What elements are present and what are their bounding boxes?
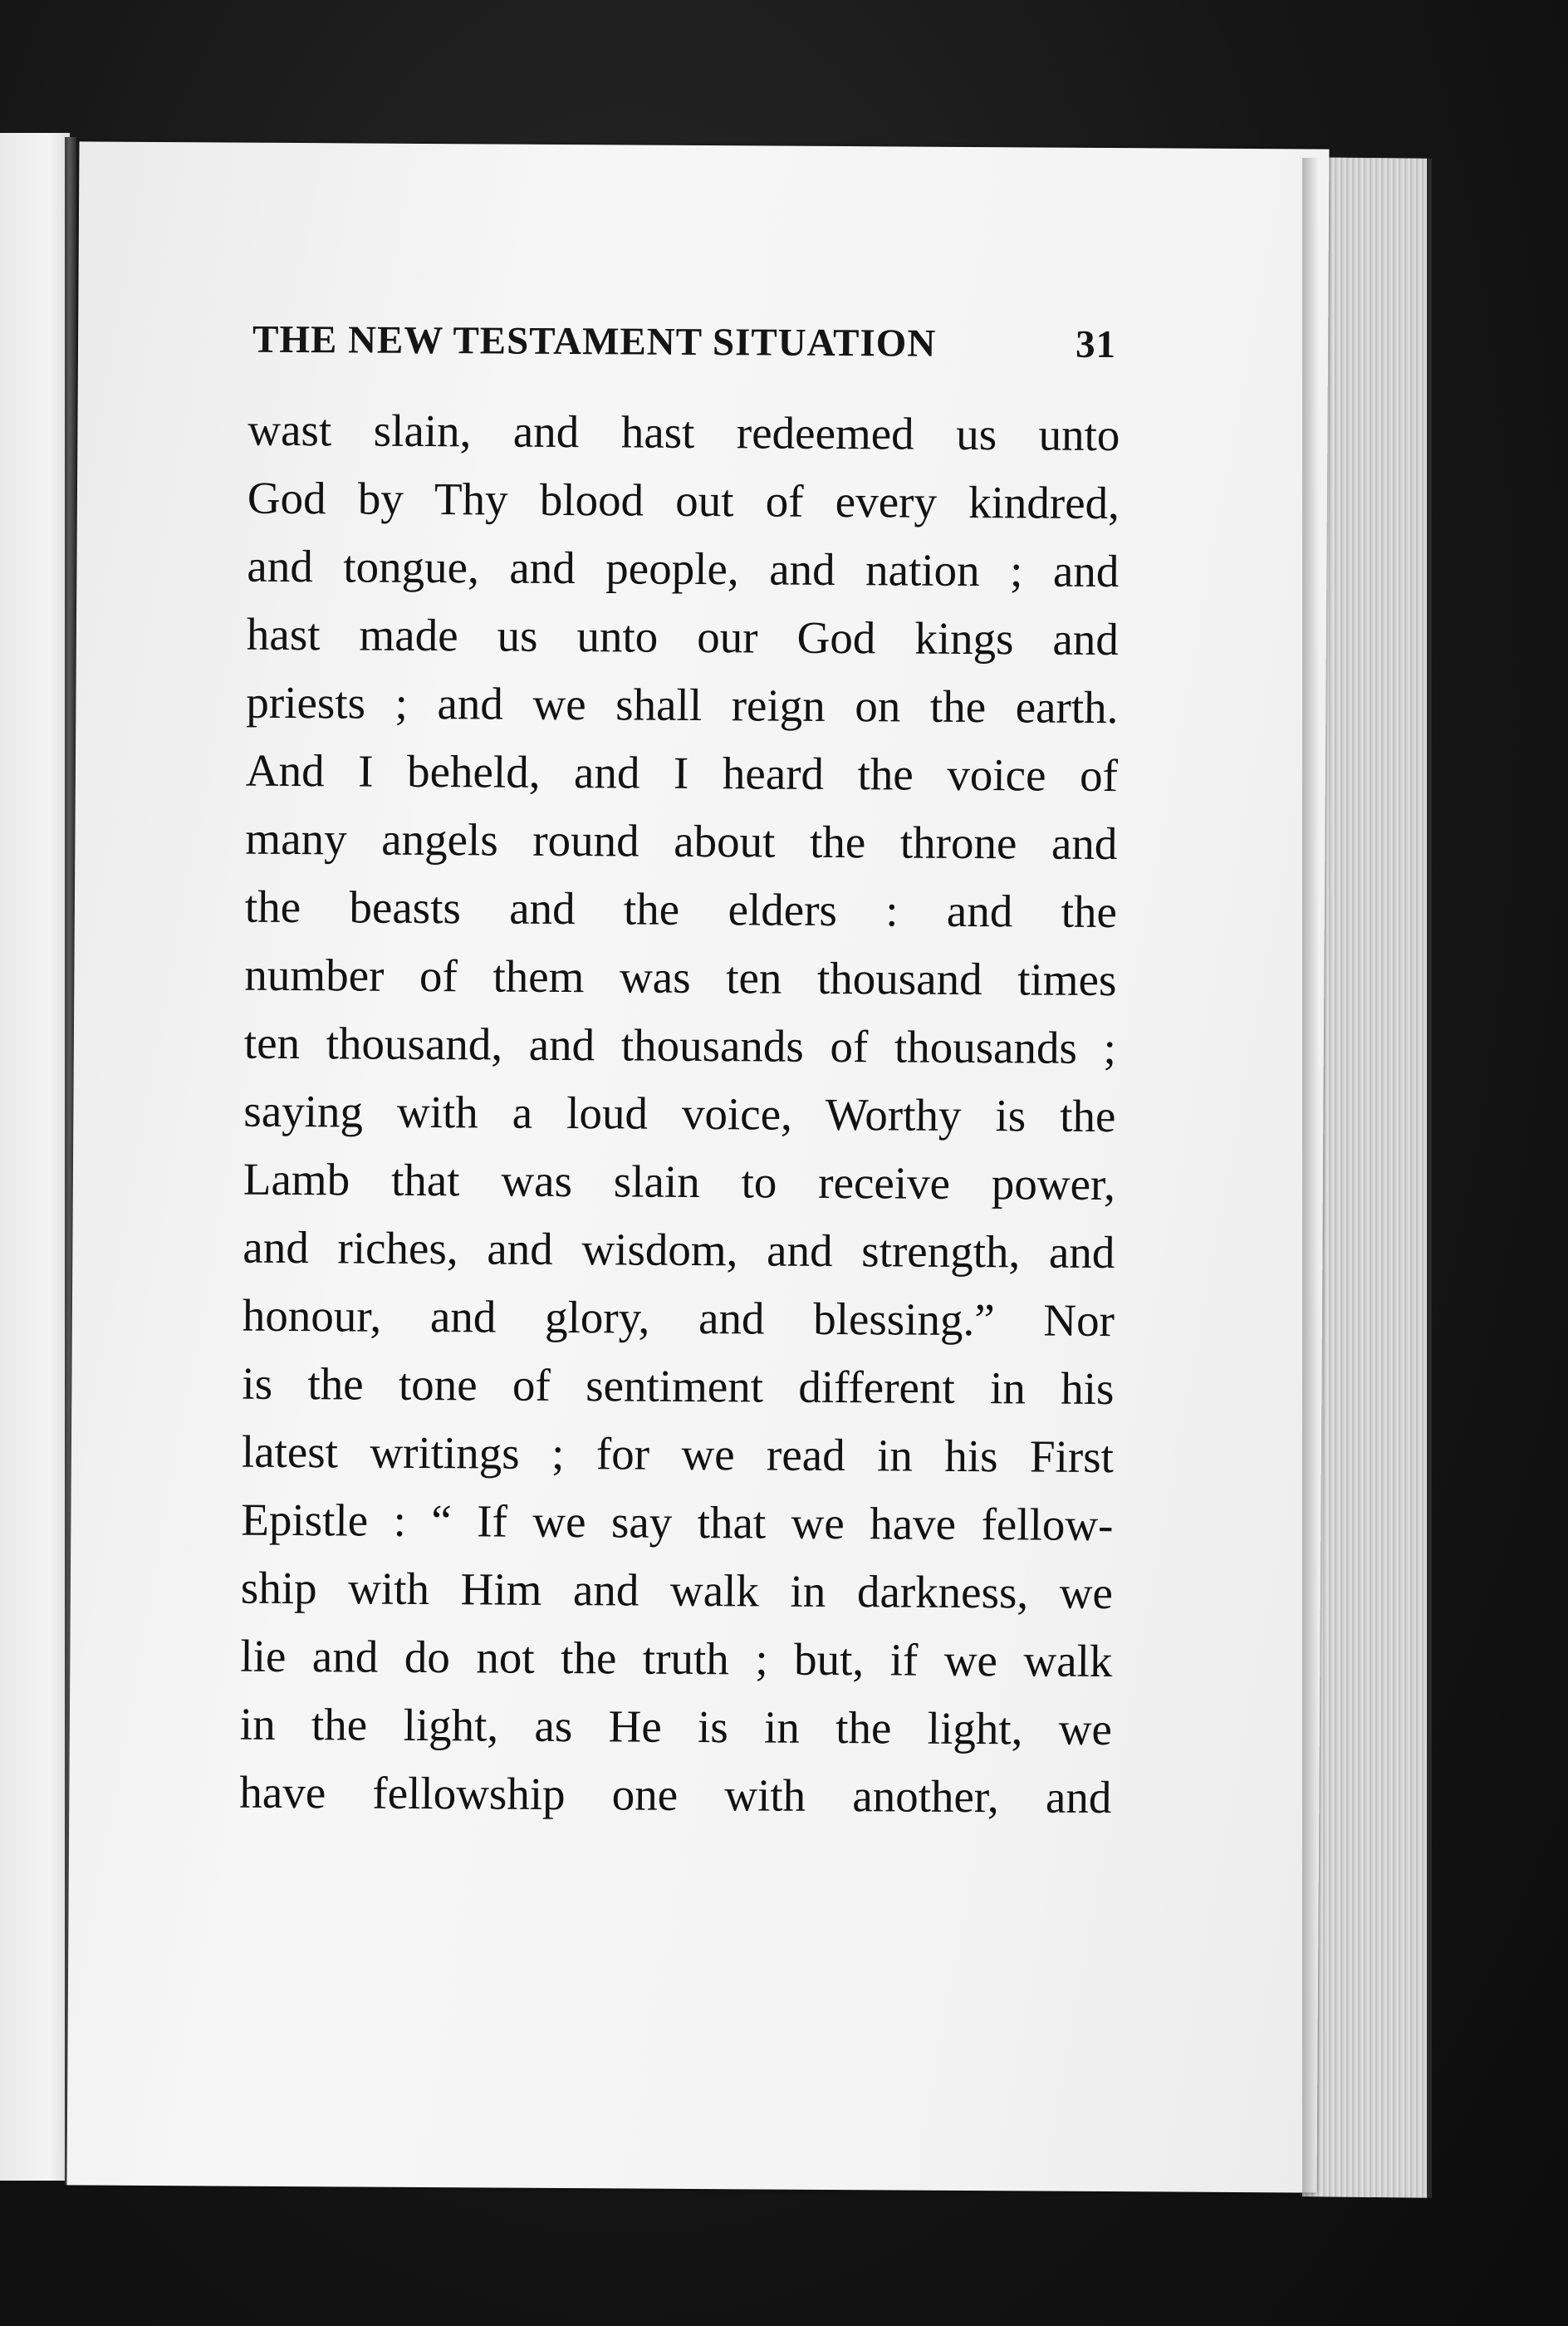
running-head-title: THE NEW TESTAMENT SITUATION xyxy=(252,317,937,366)
text-line-content: latest writings ; for we read in his First xyxy=(241,1426,1115,1483)
text-line-content: is the tone of sentiment different in his xyxy=(242,1357,1115,1415)
text-line-content: lie and do not the truth ; but, if we walk xyxy=(240,1630,1113,1687)
text-line xyxy=(245,873,1117,946)
text-line-content: Epistle : “ If we say that we have fellow- xyxy=(241,1494,1114,1551)
text-line xyxy=(239,1759,1111,1832)
text-line xyxy=(241,1486,1113,1559)
text-line xyxy=(242,1350,1114,1423)
previous-page-edge xyxy=(0,133,70,2181)
text-line-content: have fellowship one with another, and xyxy=(239,1766,1112,1823)
text-line-content: honour, and glory, and blessing.” Nor xyxy=(242,1289,1115,1347)
text-line-content: wast slain, and hast redeemed us unto xyxy=(247,404,1120,461)
text-line-content: and tongue, and people, and nation ; and xyxy=(247,540,1120,597)
text-line xyxy=(246,669,1118,742)
text-line xyxy=(247,396,1120,469)
text-line xyxy=(240,1622,1112,1695)
body-text xyxy=(239,396,1120,1832)
text-line xyxy=(241,1554,1113,1627)
text-line xyxy=(243,1077,1115,1151)
page-number: 31 xyxy=(1075,322,1117,367)
text-line xyxy=(246,737,1118,810)
running-head xyxy=(252,317,1116,367)
text-line-content: hast made us unto our God kings and xyxy=(246,608,1120,665)
text-line xyxy=(247,464,1120,537)
text-line xyxy=(244,941,1116,1014)
text-line-content: ship with Him and walk in darkness, we xyxy=(240,1562,1114,1619)
text-line xyxy=(247,601,1119,674)
text-line-content: the beasts and the elders : and the xyxy=(244,881,1118,938)
text-line-content: saying with a loud voice, Worthy is the xyxy=(243,1085,1116,1142)
text-line xyxy=(240,1691,1112,1764)
text-line-content: And I beheld, and I heard the voice of xyxy=(245,744,1119,802)
text-line-content: number of them was ten thousand times xyxy=(244,949,1117,1006)
text-line xyxy=(247,532,1119,606)
text-line-content: priests ; and we shall reign on the earth. xyxy=(246,676,1119,734)
text-line-content: ten thousand, and thousands of thousands ; xyxy=(243,1017,1117,1074)
text-line-content: many angels round about the throne and xyxy=(245,812,1118,870)
text-line-content: and riches, and wisdom, and strength, and xyxy=(243,1221,1115,1278)
text-line xyxy=(245,805,1117,878)
text-line xyxy=(243,1214,1115,1287)
page-edge-shadow xyxy=(1302,158,1319,2197)
text-line xyxy=(243,1146,1115,1219)
text-line xyxy=(243,1282,1115,1355)
text-line-content: Lamb that was slain to receive power, xyxy=(243,1153,1116,1210)
text-line-content: in the light, as He is in the light, we xyxy=(239,1698,1113,1755)
text-line xyxy=(242,1418,1114,1491)
text-line xyxy=(244,1009,1116,1082)
text-line-content: God by Thy blood out of every kindred, xyxy=(247,472,1120,529)
book-page xyxy=(67,141,1330,2192)
